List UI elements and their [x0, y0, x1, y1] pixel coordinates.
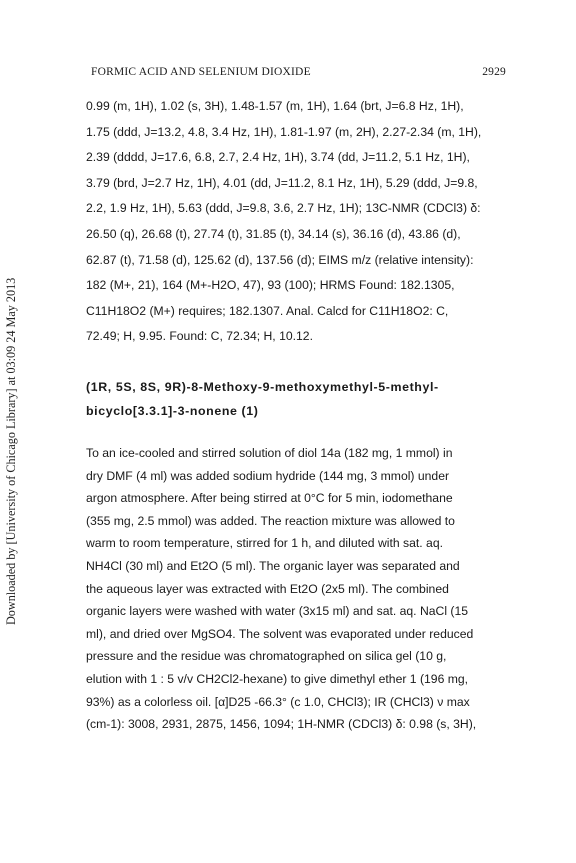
text-line: argon atmosphere. After being stirred at 0°C for 5 min, iodomethane	[86, 491, 453, 506]
heading-line: (1R, 5S, 8S, 9R)-8-Methoxy-9-methoxymethyl-5-methyl-	[86, 380, 439, 394]
text-line: elution with 1 : 5 v/v CH2Cl2-hexane) to give dimethyl ether 1 (196 mg,	[86, 671, 469, 686]
text-line: organic layers were washed with water (3x15 ml) and sat. aq. NaCl (15	[86, 604, 469, 619]
text-line: 3.79 (brd, J=2.7 Hz, 1H), 4.01 (dd, J=11.2, 8.1 Hz, 1H), 5.29 (ddd, J=9.8,	[86, 175, 478, 190]
text-line: the aqueous layer was extracted with Et2O (2x5 ml). The combined	[86, 581, 449, 596]
text-line: dry DMF (4 ml) was added sodium hydride (144 mg, 3 mmol) under	[86, 468, 450, 483]
compound-heading	[86, 375, 504, 423]
text-line: ml), and dried over MgSO4. The solvent was evaporated under reduced	[86, 626, 474, 641]
text-line: 1.75 (ddd, J=13.2, 4.8, 3.4 Hz, 1H), 1.81-1.97 (m, 2H), 2.27-2.34 (m, 1H),	[86, 124, 482, 139]
text-line: 182 (M+, 21), 164 (M+-H2O, 47), 93 (100); HRMS Found: 182.1305,	[86, 278, 455, 293]
characterization-paragraph	[86, 94, 504, 350]
running-title: FORMIC ACID AND SELENIUM DIOXIDE	[91, 66, 311, 78]
text-line: 0.99 (m, 1H), 1.02 (s, 3H), 1.48-1.57 (m, 1H), 1.64 (brt, J=6.8 Hz, 1H),	[86, 99, 464, 113]
text-line: NH4Cl (30 ml) and Et2O (5 ml). The organic layer was separated and	[86, 558, 460, 573]
text-line: To an ice-cooled and stirred solution of diol 14a (182 mg, 1 mmol) in	[86, 446, 453, 460]
text-line: (cm-1): 3008, 2931, 2875, 1456, 1094; 1H-NMR (CDCl3) δ: 0.98 (s, 3H),	[86, 717, 477, 732]
procedure-paragraph	[86, 442, 504, 736]
text-line: 2.39 (dddd, J=17.6, 6.8, 2.7, 2.4 Hz, 1H), 3.74 (dd, J=11.2, 5.1 Hz, 1H),	[86, 150, 470, 165]
text-line: 93%) as a colorless oil. [α]D25 -66.3° (c 1.0, CHCl3); IR (CHCl3) ν max	[86, 694, 470, 709]
download-notice: Downloaded by [University of Chicago Library] at 03:09 24 May 2013	[4, 277, 18, 625]
heading-line: bicyclo[3.3.1]-3-nonene (1)	[86, 404, 259, 418]
text-line: 72.49; H, 9.95. Found: C, 72.34; H, 10.12.	[86, 329, 313, 344]
text-line: 62.87 (t), 71.58 (d), 125.62 (d), 137.56 (d); EIMS m/z (relative intensity):	[86, 252, 474, 267]
text-line: (355 mg, 2.5 mmol) was added. The reaction mixture was allowed to	[86, 513, 455, 528]
text-line: warm to room temperature, stirred for 1 h, and diluted with sat. aq.	[86, 536, 443, 551]
page-number: 2929	[482, 66, 506, 78]
text-line: pressure and the residue was chromatographed on silica gel (10 g,	[86, 649, 447, 664]
text-line: 26.50 (q), 26.68 (t), 27.74 (t), 31.85 (t), 34.14 (s), 36.16 (d), 43.86 (d),	[86, 226, 461, 241]
text-line: C11H18O2 (M+) requires; 182.1307. Anal. Calcd for C11H18O2: C,	[86, 303, 449, 318]
text-line: 2.2, 1.9 Hz, 1H), 5.63 (ddd, J=9.8, 3.6, 2.7 Hz, 1H); 13C-NMR (CDCl3) δ:	[86, 201, 481, 216]
